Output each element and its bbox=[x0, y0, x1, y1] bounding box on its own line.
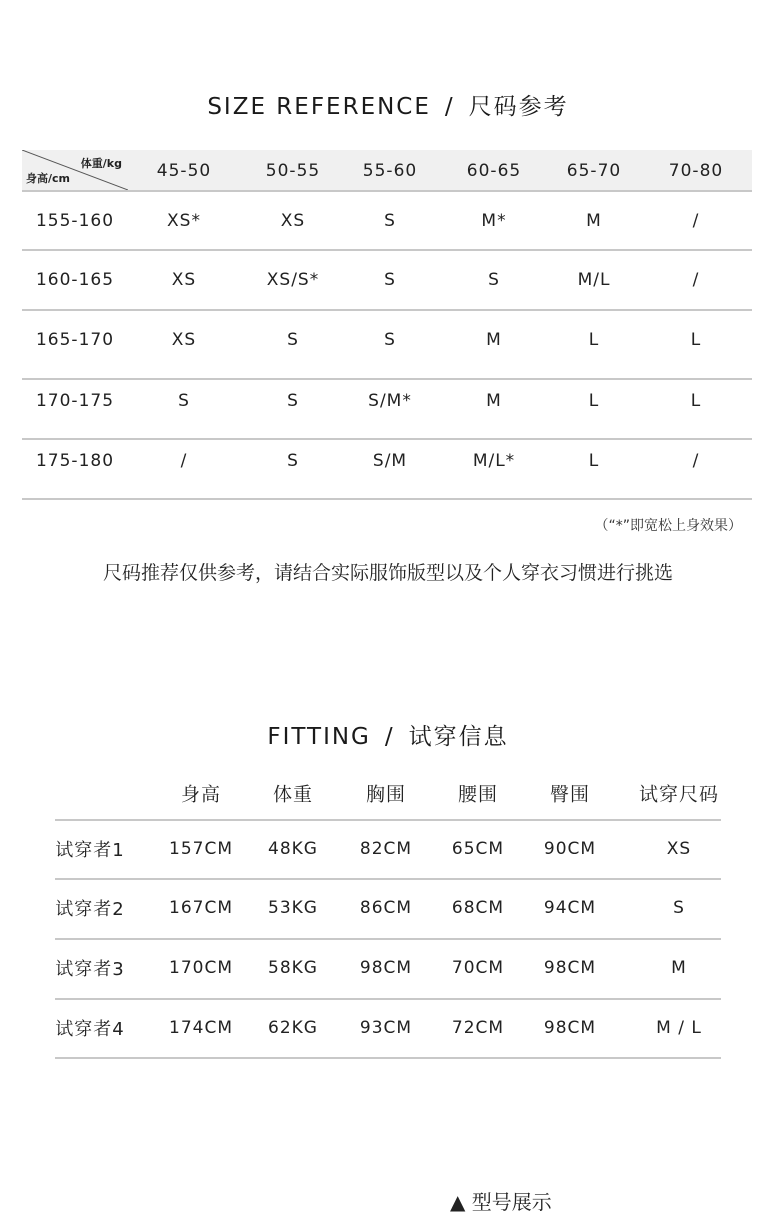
size-cell: S bbox=[287, 451, 299, 471]
fitting-column-header: 体重 bbox=[272, 783, 314, 806]
loose-fit-note: （“*”即宽松上身效果） bbox=[594, 518, 742, 534]
size-cell: S/M bbox=[372, 451, 408, 471]
fitting-value-cell: 98CM bbox=[543, 1018, 597, 1038]
weight-column-header: 45-50 bbox=[156, 161, 212, 181]
fitting-value-cell: 170CM bbox=[169, 958, 233, 978]
size-cell: / bbox=[692, 211, 700, 231]
fitting-value-cell: 48KG bbox=[268, 839, 318, 859]
table-row-divider bbox=[22, 498, 752, 500]
fitting-title-en: FITTING bbox=[267, 724, 371, 750]
height-row-header: 175-180 bbox=[35, 451, 115, 471]
size-table-corner-cell bbox=[22, 150, 128, 190]
size-cell: XS bbox=[171, 330, 197, 350]
fitting-model-label: 试穿者2 bbox=[55, 899, 125, 920]
table-row-divider bbox=[22, 249, 752, 251]
fitting-value-cell: 94CM bbox=[543, 898, 597, 918]
size-cell: L bbox=[588, 330, 600, 350]
height-row-header: 160-165 bbox=[35, 270, 115, 290]
height-row-header: 170-175 bbox=[35, 391, 115, 411]
size-reference-title-en: SIZE REFERENCE bbox=[207, 94, 431, 120]
size-cell: / bbox=[692, 270, 700, 290]
table-row-divider bbox=[22, 378, 752, 380]
weight-column-header: 65-70 bbox=[566, 161, 622, 181]
table-row-divider bbox=[55, 938, 721, 940]
size-cell: S bbox=[384, 270, 396, 290]
size-cell: S bbox=[287, 391, 299, 411]
fitting-value-cell: 86CM bbox=[359, 898, 413, 918]
size-disclaimer: 尺码推荐仅供参考，请结合实际服饰版型以及个人穿衣习惯进行挑选 bbox=[102, 562, 673, 584]
weight-column-header: 70-80 bbox=[668, 161, 724, 181]
size-cell: / bbox=[180, 451, 188, 471]
fitting-value-cell: 93CM bbox=[359, 1018, 413, 1038]
size-cell: M/L bbox=[577, 270, 611, 290]
size-cell: XS* bbox=[167, 211, 201, 231]
fitting-title-zh: 试穿信息 bbox=[408, 724, 509, 750]
fitting-column-header: 臀围 bbox=[549, 783, 591, 806]
size-cell: S/M* bbox=[368, 391, 412, 411]
size-cell: M* bbox=[481, 211, 507, 231]
fitting-value-cell: 98CM bbox=[543, 958, 597, 978]
model-display-heading-partial: ▲ 型号展示 bbox=[450, 1190, 552, 1214]
size-cell: L bbox=[690, 391, 702, 411]
size-cell: XS bbox=[280, 211, 306, 231]
fitting-title bbox=[0, 718, 776, 751]
fitting-column-header: 身高 bbox=[180, 783, 222, 806]
size-reference-title bbox=[0, 88, 776, 121]
fitting-value-cell: 167CM bbox=[169, 898, 233, 918]
fitting-value-cell: 90CM bbox=[543, 839, 597, 859]
table-row-divider bbox=[22, 438, 752, 440]
size-cell: M bbox=[486, 391, 502, 411]
fitting-model-label: 试穿者4 bbox=[55, 1019, 125, 1040]
size-cell: L bbox=[588, 391, 600, 411]
size-cell: S bbox=[287, 330, 299, 350]
weight-column-header: 50-55 bbox=[265, 161, 321, 181]
fitting-column-header: 试穿尺码 bbox=[638, 783, 720, 806]
fitting-column-header: 腰围 bbox=[457, 783, 499, 806]
fitting-value-cell: 174CM bbox=[169, 1018, 233, 1038]
size-cell: / bbox=[692, 451, 700, 471]
fitting-column-header: 胸围 bbox=[365, 783, 407, 806]
title-separator: / bbox=[384, 724, 395, 750]
weight-column-header: 55-60 bbox=[362, 161, 418, 181]
fitting-value-cell: M bbox=[671, 958, 687, 978]
fitting-value-cell: 68CM bbox=[451, 898, 505, 918]
fitting-value-cell: 53KG bbox=[268, 898, 318, 918]
corner-weight-label: 体重/kg bbox=[80, 157, 122, 170]
size-cell: M bbox=[586, 211, 602, 231]
fitting-model-label: 试穿者1 bbox=[55, 840, 125, 861]
fitting-value-cell: 98CM bbox=[359, 958, 413, 978]
size-cell: S bbox=[178, 391, 190, 411]
fitting-value-cell: 70CM bbox=[451, 958, 505, 978]
table-row-divider bbox=[22, 190, 752, 192]
height-row-header: 155-160 bbox=[35, 211, 115, 231]
fitting-value-cell: 72CM bbox=[451, 1018, 505, 1038]
fitting-model-label: 试穿者3 bbox=[55, 959, 125, 980]
size-cell: L bbox=[690, 330, 702, 350]
fitting-value-cell: 58KG bbox=[268, 958, 318, 978]
fitting-value-cell: 62KG bbox=[268, 1018, 318, 1038]
size-cell: XS bbox=[171, 270, 197, 290]
fitting-value-cell: 65CM bbox=[451, 839, 505, 859]
fitting-value-cell: 157CM bbox=[169, 839, 233, 859]
fitting-value-cell: 82CM bbox=[359, 839, 413, 859]
fitting-value-cell: M / L bbox=[656, 1018, 702, 1038]
size-cell: S bbox=[384, 330, 396, 350]
title-separator: / bbox=[444, 94, 455, 120]
size-cell: S bbox=[488, 270, 500, 290]
size-cell: M bbox=[486, 330, 502, 350]
table-row-divider bbox=[22, 309, 752, 311]
table-row-divider bbox=[55, 819, 721, 821]
size-cell: XS/S* bbox=[266, 270, 320, 290]
size-cell: S bbox=[384, 211, 396, 231]
height-row-header: 165-170 bbox=[35, 330, 115, 350]
size-cell: L bbox=[588, 451, 600, 471]
weight-column-header: 60-65 bbox=[466, 161, 522, 181]
table-row-divider bbox=[55, 1057, 721, 1059]
size-cell: M/L* bbox=[472, 451, 516, 471]
size-reference-title-zh: 尺码参考 bbox=[468, 94, 569, 120]
corner-height-label: 身高/cm bbox=[26, 172, 70, 185]
table-row-divider bbox=[55, 878, 721, 880]
table-row-divider bbox=[55, 998, 721, 1000]
fitting-value-cell: XS bbox=[666, 839, 692, 859]
fitting-value-cell: S bbox=[673, 898, 685, 918]
